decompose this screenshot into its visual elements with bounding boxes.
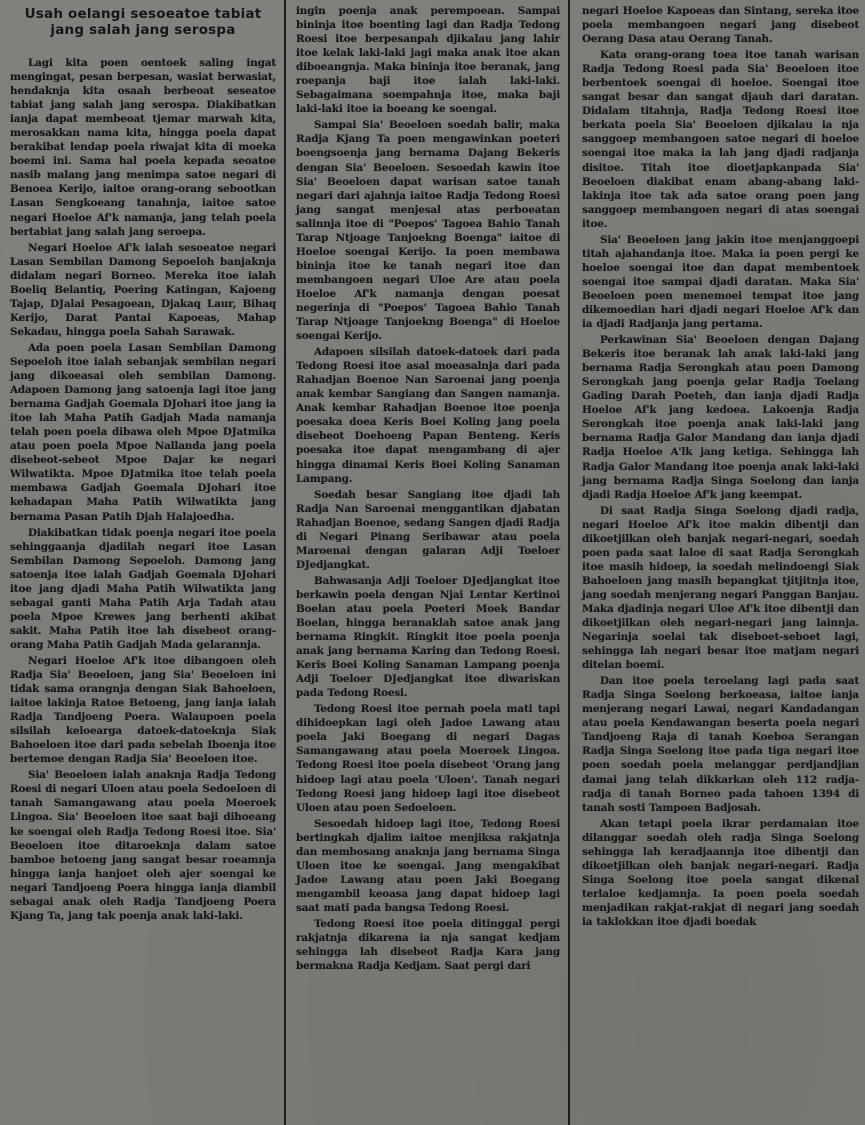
paragraph: Bahwasanja Adji Toeloer DJedjangkat itoe berkawin poela dengan Njai Lentar Kertinoi Boelan atau poela Poeteri Moek Bandar Boelan, hingga beranaklah satoe anak jang bernama Ringkit. Ringkit itoe poela poenja anak jang bernama Karing dan Tedong Roesi. Keris Boei Koling Sanaman Lampang poenja Adji Toeloer DJedjangkat itoe diwariskan pada Tedong Roesi. — [296, 574, 560, 700]
paragraph: Akan tetapi poela ikrar perdamaian itoe dilanggar soedah oleh radja Singa Soelong sehingga lah keradjaannja itoe dibentji dan dikoetjilkan oleh banjak negari-negari. Radja Singa Soelong itoe poela sangat dikenal terlaloe kedjamnja. Ia poen poela soedah menjadikan rakjat-rakjat di negari jang soedah ia taklokkan itoe djadi boedak — [582, 817, 859, 928]
paragraph: Diakibatkan tidak poenja negari itoe poela sehinggaanja djadilah negari itoe Lasan Sembilan Damong Sepoeloh. Damong jang satoenja itoe ialah Gadjah Goemala DJohari itoe jang djadi Maha Patih Wilwatikta jang sebagai ganti Maha Patih Arja Tadah atau poela Mpoe Krewes jang berhenti akibat sakit. Maha Patih itoe lah disebeot orang-orang Maha Patih Gadjah Mada gelarannja. — [10, 526, 276, 651]
paragraph: Negari Hoeloe Af'k ialah sesoeatoe negari Lasan Sembilan Damong Sepoeloh banjaknja didalam negari Borneo. Mereka itoe ialah Boeliq Belantiq, Poering Katingan, Kajoeng Tajap, DJalai Pesagoean, Djakaq Laur, Bihaq Kerijo, Darat Pantai Kapoeas, Mahap Sekadau, hingga poela Sabah Sarawak. — [10, 241, 276, 338]
paragraph: Kata orang-orang toea itoe tanah warisan Radja Tedong Roesi pada Sia' Beoeloen itoe berbentoek soengai di hoeloe. Soengai itoe sangat besar dan sangat djauh dari daratan. Didalam titahnja, Radja Tedong Roesi itoe berkata poela Sia' Beoeloen djikalau ia nja sanggoep membangoen satoe negari di hoeloe soengai itoe maka ia lah jang djadi radjanja disitoe. Titah itoe dioetjapkanpada Sia' Beoeloen diakibat enam abang-abang laki-lakinja itoe tak ada satoe orang poen jang sanggoep membangoen negari di atas soengai itoe. — [582, 49, 859, 230]
paragraph: Adapoen silsilah datoek-datoek dari pada Tedong Roesi itoe asal moeasalnja dari pada Rahadjan Boenoe Nan Saroenai jang poenja anak kembar Sangiang dan Sangen namanja. Anak kembar Rahadjan Boenoe itoe poenja poesaka doea Keris Boei Koling jang poela disebeot Doehoeng Papan Benteng. Keris poesaka itoe dapat mengambang di ajer hingga dinamai Keris Boei Koling Sanaman Lampang. — [296, 346, 560, 485]
paragraph: Ada poen poela Lasan Sembilan Damong Sepoeloh itoe ialah sebanjak sembilan negari jang dikoeasai oleh sembilan Damong. Adapoen Damong jang satoenja lagi itoe jang bernama Gadjah Goemala DJohari itoe jang ia itoe lah Maha Patih Gadjah Mada namanja telah poen poela dibawa oleh Mpoe DJatmika atau poen poela Mpoe Nallanda jang poela disebeot-sebeot Mpoe Dajar ke negari Wilwatikta. Mpoe DJatmika itoe telah poela membawa Gadjah Goemala DJohari itoe kehadapan Maha Patih Wilwatikta jang bernama Pasan Patih Djah Halajoedha. — [10, 341, 276, 523]
column-divider — [568, 0, 570, 1125]
paragraph: Lagi kita poen oentoek saling ingat mengingat, pesan berpesan, wasiat berwasiat, hendaknja kita osaah berbeoat seseatoe tabiat jang salah jang serospa. Diakibatkan ianja dapat membeoat tjemar marwah kita, merosakkan nama kita, hingga poela dapat berakibat lendap poela riwajat kita di moeka boemi ini. Sama hal poela kepada seoatoe nasib malang jang menimpa satoe negari di Benoea Kerijo, iaitoe orang-orang sebootkan Lasan Sengkoeang tanahnja, iaitoe satoe negari Hoeloe Af'k namanja, jang telah poela bertabiat jang salah jang seroepa. — [10, 57, 276, 238]
paragraph: Negari Hoeloe Af'k itoe dibangoen oleh Radja Sia' Beoeloen, jang Sia' Beoeloen ini tidak sama orangnja dengan Siak Bahoeloen, iaitoe lakinja Ratoe Betoeng, jang ianja ialah Radja Tandjoeng Poera. Walaupoen poela silsilah keloearga datoek-datoeknja Siak Bahoeloen itoe dari pada sebelah Iboenja itoe bertemoe dengan Radja Sia' Beoeloen itoe. — [10, 654, 276, 766]
paragraph: Soedah besar Sangiang itoe djadi lah Radja Nan Saroenai menggantikan djabatan Rahadjan Boenoe, sedang Sangen djadi Radja di Negari Pinang Seribawar atau poela Maroenai dengan galaran Adji Toeloer DJedjangkat. — [296, 488, 560, 571]
column-3 — [574, 0, 865, 1125]
column-2 — [290, 0, 566, 1125]
paragraph: Sampai Sia' Beoeloen soedah balir, maka Radja Kjang Ta poen mengawinkan poeteri boengsoenja jang bernama Dajang Bekeris dengan Sia' Beoeloen. Sesoedah kawin itoe Sia' Beoeloen dapat warisan satoe tanah negari dari ajahnja iaitoe Radja Tedong Roesi jang sangat menjesal atas perboeatan salinnja itoe di "Poepos' Tagoea Bahio Tanah Tarap Ntjoage Tanjoekng Boenga" iaitoe di Hoeloe soengai Kerijo. Ia poen membawa bininja itoe ke tanah negari itoe dan membangoen negari Uloe Are atau poela Hoeloe Af'k namanja dengan poesat negerinja di "Poepos' Tagoea Bahio Tanah Tarap Ntjoage Tanjoekng Boenga" di Hoeloe soengai Kerijo. — [296, 119, 560, 343]
paragraph: Sia' Beoeloen ialah anaknja Radja Tedong Roesi di negari Uloen atau poela Sedoeloen di tanah Samangawang atau poela Moeroek Lingoa. Sia' Beoeloen itoe saat baji dihoeang ke soengai oleh Radja Tedong Roesi itoe. Sia' Beoeloen itoe ditaroeknja dalam satoe bamboe betoeng jang sangat besar roeamnja hingga ianja hanjoet oleh ajer soengai ke negari Tandjoeng Poera hingga ianja diambil sebagai anak oleh Radja Tandjoeng Poera Kjang Ta, jang tak poenja anak laki-laki. — [10, 769, 276, 922]
paragraph: Tedong Roesi itoe poela ditinggal pergi rakjatnja dikarena ia nja sangat kedjam sehingga lah disebeot Radja Kara jang bermakna Radja Kedjam. Saat pergi dari — [296, 918, 560, 973]
article-headline: Usah oelangi sesoeatoe tabiat jang salah jang serospa — [24, 6, 262, 38]
paragraph: Sesoedah hidoep lagi itoe, Tedong Roesi bertingkah djalim iaitoe menjiksa rakjatnja dan membosang anaknja jang bernama Singa Uloen itoe ke soengai. Jang mengakibat Jadoe Lawang atau poen Jaki Boegang mengambil keoasa jang dapat hidoep lagi saat mati pada bangsa Tedong Roesi. — [296, 817, 560, 914]
paragraph: Perkawinan Sia' Beoeloen dengan Dajang Bekeris itoe beranak lah anak laki-laki jang bernama Radja Serongkah atau poen Damong Serongkah jang poenja gelar Radja Toelang Gading Darah Poeteh, dan ianja djadi Radja Hoeloe Af'k jang kedoea. Lakoenja Radja Serongkah itoe poenja anak laki-laki jang bernama Radja Galor Mandang dan ianja djadi Radja Hoeloe A'lk jang ketiga. Sehingga lah Radja Galor Mandang itoe poenja anak laki-laki jang bernama Radja Singa Soelong dan ianja djadi Radja Hoeloe Af'k jang keempat. — [582, 334, 859, 501]
paragraph: Sia' Beoeloen jang jakin itoe menjanggoepi titah ajahandanja itoe. Maka ia poen pergi ke hoeloe soengai itoe dan dapat membentoek soengai itoe sampai djadi daratan. Maka Sia' Beoeloen poen menemoei tempat itoe jang dikemoedian hari djadi negari Hoeloe Af'k dan ia djadi Radjanja jang pertama. — [582, 233, 859, 331]
column-divider — [284, 0, 286, 1125]
paragraph: ingin poenja anak perempoean. Sampai bininja itoe boenting lagi dan Radja Tedong Roesi itoe berpesanpah djikalau jang lahir itoe kelak laki-laki jagi maka anak itoe akan diboeangnja. Maka bininja itoe beranak, jang roepanja baji itoe ialah laki-laki. Sebagaimana soempahnja itoe, maka baji laki-laki itoe ia boeang ke soengai. — [296, 5, 560, 116]
paragraph: negari Hoeloe Kapoeas dan Sintang, sereka itoe poela membangoen negari jang disebeot Oerang Dasa atau Oerang Tanah. — [582, 5, 859, 46]
paragraph: Tedong Roesi itoe pernah poela mati tapi dihidoepkan lagi oleh Jadoe Lawang atau poela Jaki Boegang di negari Dagas Samangawang atau poela Moeroek Lingoa. Tedong Roesi itoe poela disebeot 'Orang jang hidoep lagi atau poela 'Uloen'. Tanah negari Tedong Roesi jang hidoep lagi itoe disebeot Uloen atau poen Sedoeloen. — [296, 703, 560, 814]
paragraph: Dan itoe poela teroelang lagi pada saat Radja Singa Soelong berkoeasa, iaitoe ianja menjerang negari Lawai, negari Kandadangan atau poela Kendawangan beserta poela negari Tandjoeng Raja di tanah Koeboa Serangan Radja Singa Soelong itoe pada tiga negari itoe poen soedah poela melanggar perdjandjian damai jang telah dikkarkan oleh 112 radja-radja di tanah Borneo pada tahoen 1394 di tanah sosti Tampoen Badjosah. — [582, 675, 859, 814]
column-1 — [0, 0, 282, 1125]
paragraph: Di saat Radja Singa Soelong djadi radja, negari Hoeloe Af'k itoe makin dibentji dan dikoetjilkan oleh banjak negari-negari, soedah poen pada saat laloe di saat Radja Serongkah itoe masih hidoep, ia soedah melindoengi Siak Bahoeloen jang masih bepangkat tjitjitnja itoe, jang soedah menjerang negari Panggan Banjau. Maka djadinja negari Uloe Af'k itoe dibentji dan dikoetjilkan oleh negari-negari jang lainnja. Negarinja soelai tak diseboet-seboet lagi, sehingga lah negari besar itoe matjam negari ditelan boemi. — [582, 504, 859, 672]
